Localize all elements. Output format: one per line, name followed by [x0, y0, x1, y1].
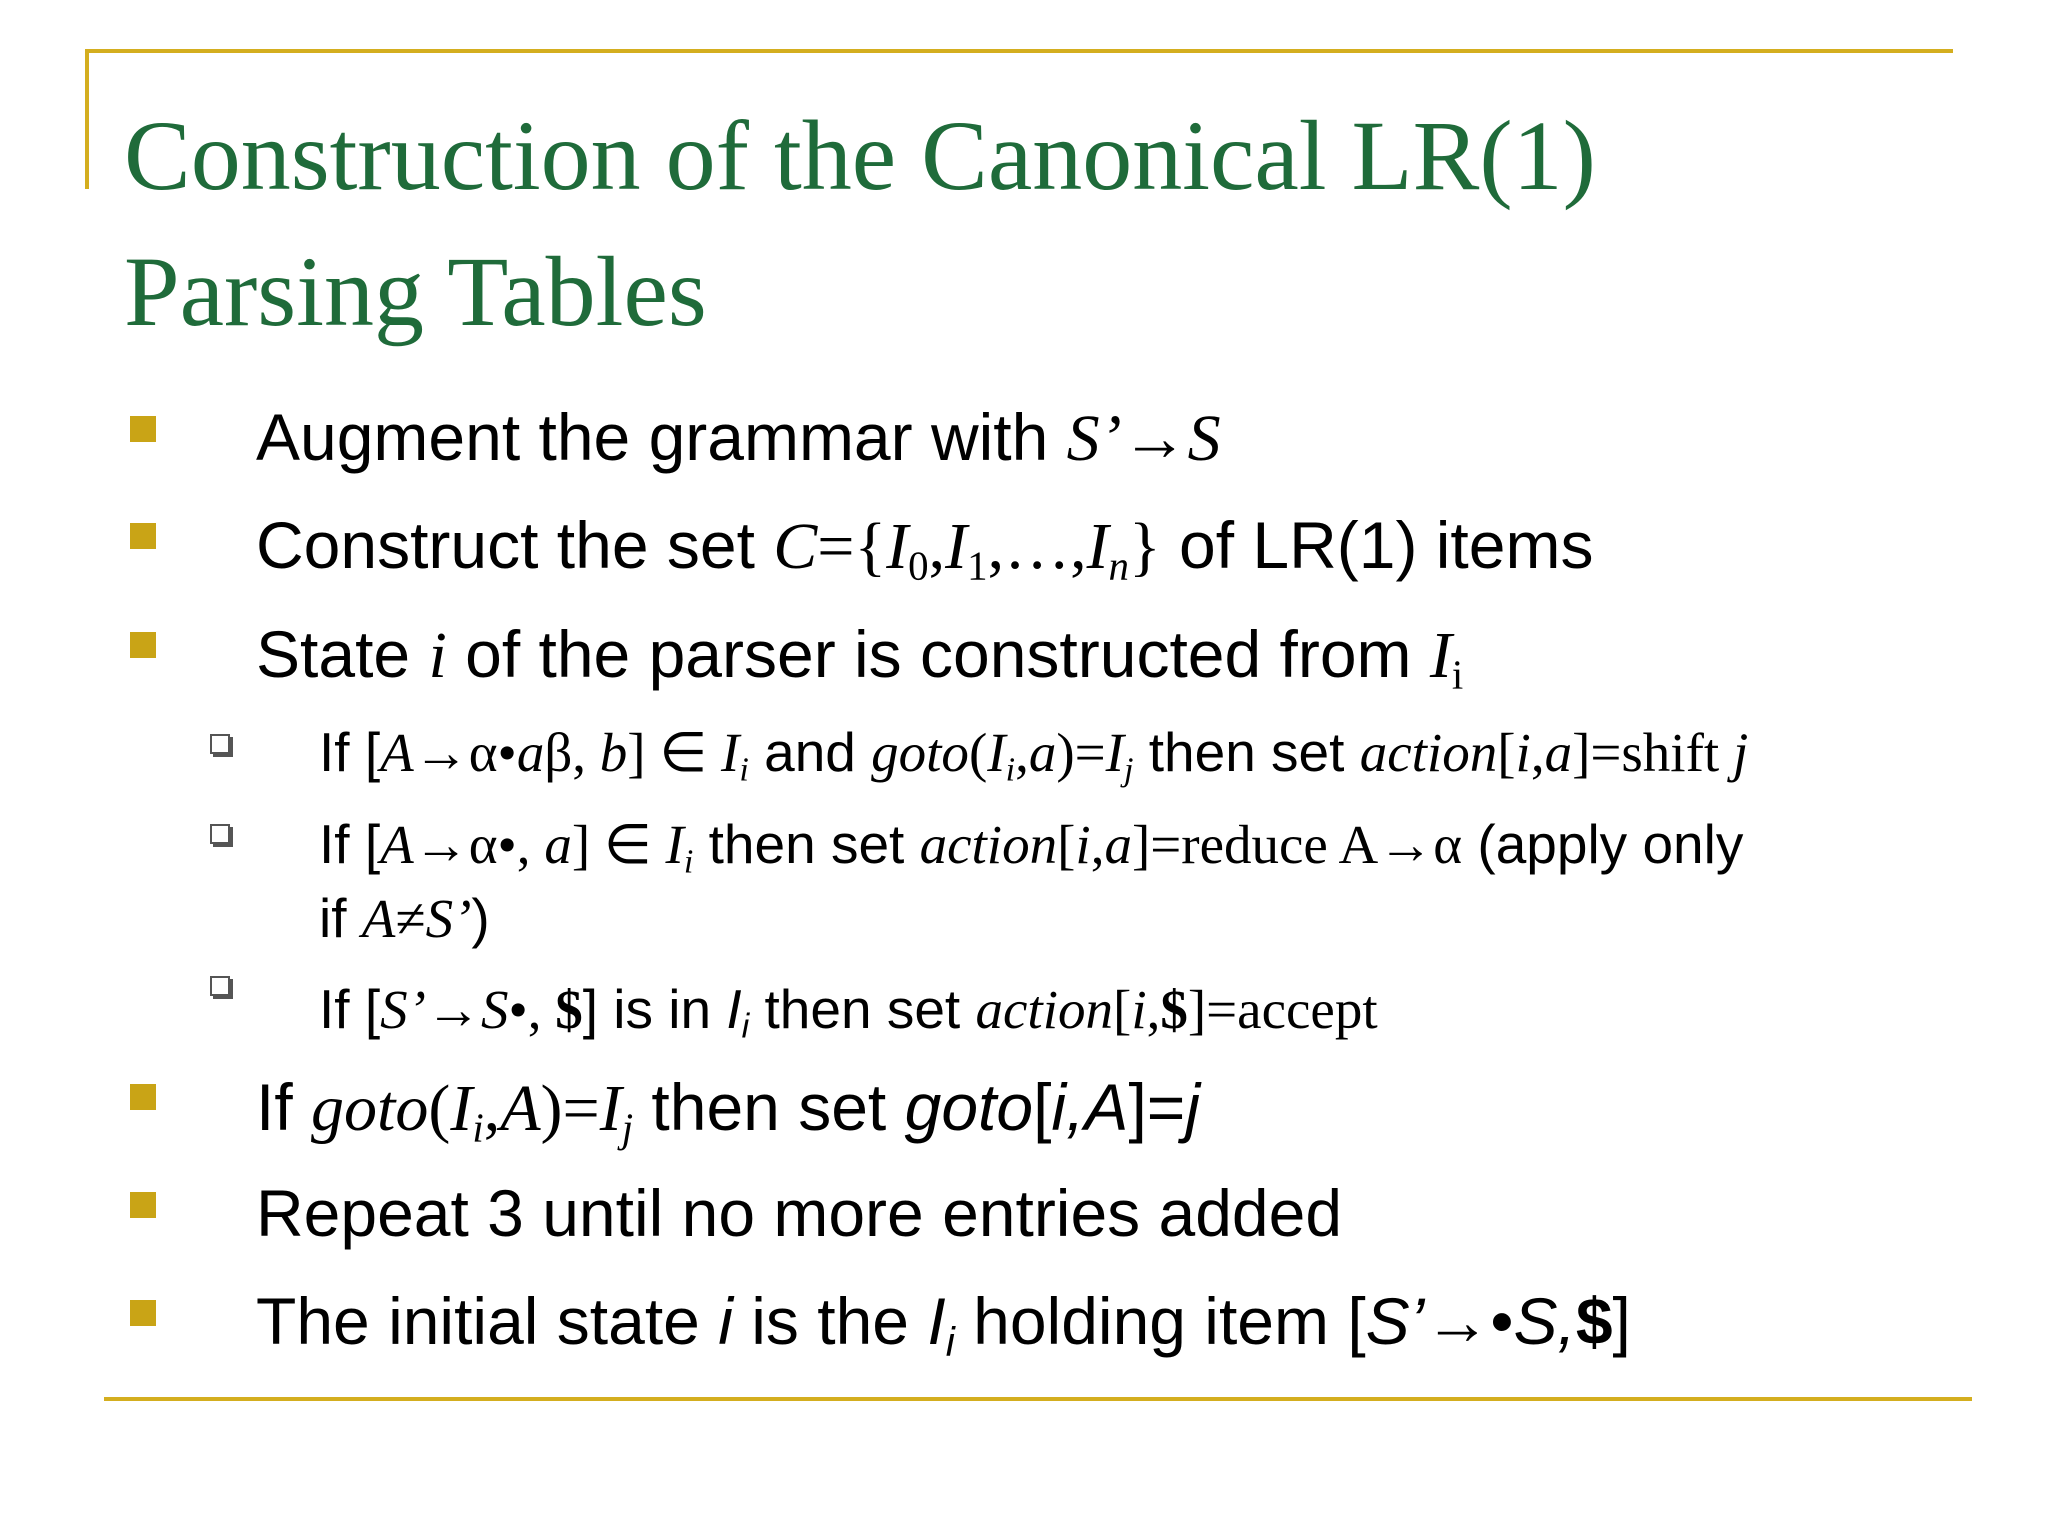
bottom-rule: [104, 1397, 1972, 1401]
subbullet-reduce: If [A→α•, a] ∈ $I_i$ then set action[i,a]=reduce A→α (apply only: [319, 813, 1744, 881]
top-rule: [85, 49, 1953, 53]
square-bullet-icon: [130, 1300, 156, 1326]
bullet-augment: Augment the grammar with S’→S: [256, 400, 1221, 475]
square-bullet-icon: [130, 1192, 156, 1218]
bullet-construct-set: Construct the set $C=\{I_0,I_1,\dots,I_n\}$ of LR(1) items: [256, 508, 1594, 589]
slide-title: [124, 88, 1596, 360]
hollow-square-bullet-icon: [210, 734, 230, 754]
bullet-state-i: State i of the parser is constructed from $I_i$: [256, 617, 1464, 698]
title-line-1: Construction of the Canonical LR(1): [124, 100, 1596, 211]
hollow-square-bullet-icon: [210, 824, 230, 844]
hollow-square-bullet-icon: [210, 976, 230, 996]
square-bullet-icon: [130, 1084, 156, 1110]
bullet-repeat: Repeat 3 until no more entries added: [256, 1176, 1343, 1250]
left-rule: [85, 49, 89, 189]
subbullet-shift: If [A→α•aβ, b] ∈ $I_i$ and $goto(I_i,a)=I_j$ then set action[i,a]=shift j: [319, 721, 1749, 789]
square-bullet-icon: [130, 523, 156, 549]
square-bullet-icon: [130, 416, 156, 442]
bullet-goto: If $goto(I_i,A)=I_j$ then set goto[i,A]=j: [256, 1070, 1201, 1151]
bullet-initial-state: The initial state i is the $I_i$ holding item [S’→•S,$]: [256, 1284, 1631, 1365]
title-line-2: Parsing Tables: [124, 236, 707, 347]
subbullet-accept: If [S’→S•, $] is in $I_i$ then set action[i,$]=accept: [319, 978, 1378, 1046]
subbullet-reduce-continued: if A≠S’): [319, 887, 490, 949]
square-bullet-icon: [130, 632, 156, 658]
